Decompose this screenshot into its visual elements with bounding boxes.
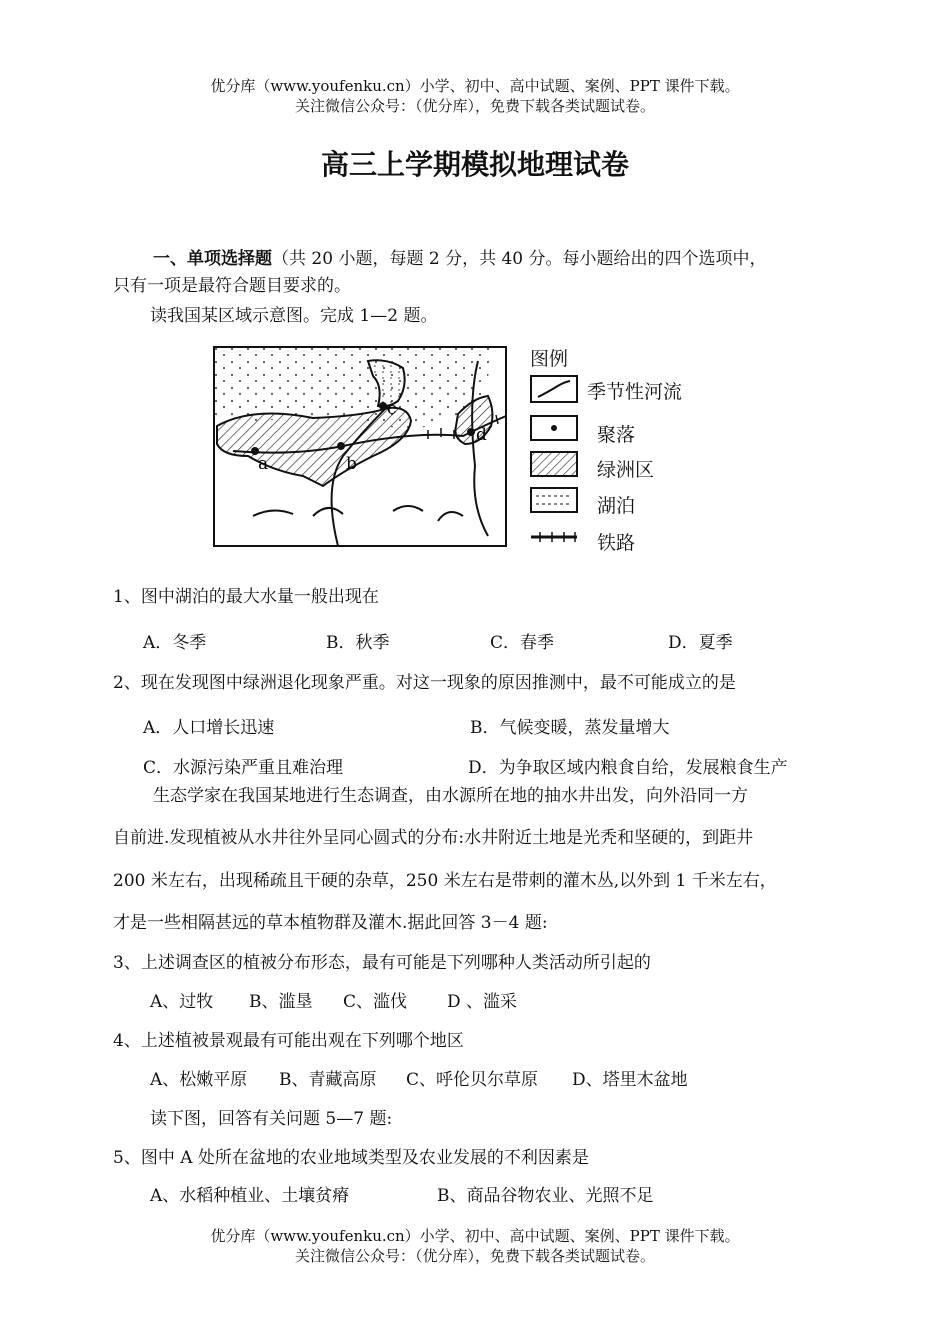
legend-swatch-oasis	[531, 452, 577, 476]
label-a: a	[258, 454, 269, 474]
question-4-stem: 4、上述植被景观最有可能出观在下列哪个地区	[113, 1031, 464, 1051]
intro-1-2: 读我国某区域示意图。完成 1—2 题。	[150, 306, 438, 326]
q3-option-c[interactable]: C、滥伐	[343, 992, 408, 1012]
page-title: 高三上学期模拟地理试卷	[320, 148, 629, 181]
legend-settlement-icon	[551, 425, 557, 431]
passage-line-3: 200 米左右，出现稀疏且干硬的杂草，250 米左右是带刺的灌木丛,以外到 1 千米左右，	[113, 871, 777, 891]
q2-option-b[interactable]: B．气候变暖，蒸发量增大	[470, 718, 670, 738]
settlement-b	[337, 442, 345, 450]
label-d: d	[476, 425, 487, 445]
label-b: b	[346, 454, 357, 474]
q4-option-d[interactable]: D、塔里木盆地	[572, 1070, 688, 1090]
q4-option-b[interactable]: B、青藏高原	[279, 1070, 377, 1090]
legend-label-oasis: 绿洲区	[597, 459, 655, 481]
footer-line-2: 关注微信公众号：（优分库），免费下载各类试题试卷。	[294, 1247, 655, 1265]
q4-option-c[interactable]: C、呼伦贝尔草原	[406, 1070, 539, 1090]
legend-title: 图例	[530, 348, 569, 370]
legend-label-settlement: 聚落	[597, 424, 636, 446]
section-description: （共 20 小题，每题 2 分，共 40 分。每小题给出的四个选项中，	[272, 249, 767, 269]
q1-option-a[interactable]: A．冬季	[143, 633, 207, 653]
question-1-stem: 1、图中湖泊的最大水量一般出现在	[113, 587, 379, 607]
q2-option-a[interactable]: A．人口增长迅速	[143, 718, 275, 738]
header-line-1: 优分库（www.youfenku.cn）小学、初中、高中试题、案例、PPT 课件下载。	[210, 77, 740, 95]
legend-label-railway: 铁路	[597, 532, 636, 554]
intro-5-7: 读下图，回答有关问题 5—7 题:	[150, 1109, 393, 1129]
passage-line-1: 生态学家在我国某地进行生态调查，由水源所在地的抽水井出发，向外沿同一方	[153, 786, 748, 806]
legend-label-river: 季节性河流	[587, 381, 683, 403]
legend-swatch-lake	[531, 488, 577, 512]
section-description-cont: 只有一项是最符合题目要求的。	[113, 276, 351, 296]
question-3-stem: 3、上述调查区的植被分布形态，最有可能是下列哪种人类活动所引起的	[113, 953, 651, 973]
q3-option-d[interactable]: D 、滥采	[447, 992, 518, 1012]
header-line-2: 关注微信公众号：（优分库），免费下载各类试题试卷。	[294, 97, 655, 115]
legend-label-lake: 湖泊	[597, 495, 636, 517]
q4-option-a[interactable]: A、松嫩平原	[150, 1070, 248, 1090]
q2-option-d[interactable]: D．为争取区域内粮食自给，发展粮食生产	[468, 758, 788, 778]
legend-swatches	[530, 372, 580, 552]
question-5-stem: 5、图中 A 处所在盆地的农业地域类型及农业发展的不利因素是	[113, 1148, 589, 1168]
settlement-d	[467, 428, 475, 436]
section-heading	[153, 248, 767, 270]
region-map-figure	[213, 346, 508, 548]
q3-option-b[interactable]: B、滥垦	[249, 992, 313, 1012]
label-c: c	[387, 399, 397, 419]
q2-option-c[interactable]: C．水源污染严重且难治理	[143, 758, 344, 778]
q1-option-c[interactable]: C．春季	[490, 633, 555, 653]
question-2-stem: 2、现在发现图中绿洲退化现象严重。对这一现象的原因推测中，最不可能成立的是	[113, 673, 736, 693]
q5-option-a[interactable]: A、水稻种植业、土壤贫瘠	[150, 1186, 350, 1206]
q1-option-d[interactable]: D．夏季	[668, 633, 733, 653]
q5-option-b[interactable]: B、商品谷物农业、光照不足	[437, 1186, 654, 1206]
q1-option-b[interactable]: B．秋季	[326, 633, 390, 653]
settlement-c	[379, 402, 387, 410]
passage-line-2: 自前进.发现植被从水井往外呈同心圆式的分布:水井附近土地是光秃和坚硬的，到距井	[113, 828, 754, 848]
q3-option-a[interactable]: A、过牧	[150, 992, 214, 1012]
passage-line-4: 才是一些相隔甚远的草本植物群及灌木.据此回答 3－4 题:	[113, 913, 548, 933]
section-heading-label: 一、单项选择题	[153, 249, 272, 269]
footer-line-1: 优分库（www.youfenku.cn）小学、初中、高中试题、案例、PPT 课件下载。	[210, 1227, 740, 1245]
